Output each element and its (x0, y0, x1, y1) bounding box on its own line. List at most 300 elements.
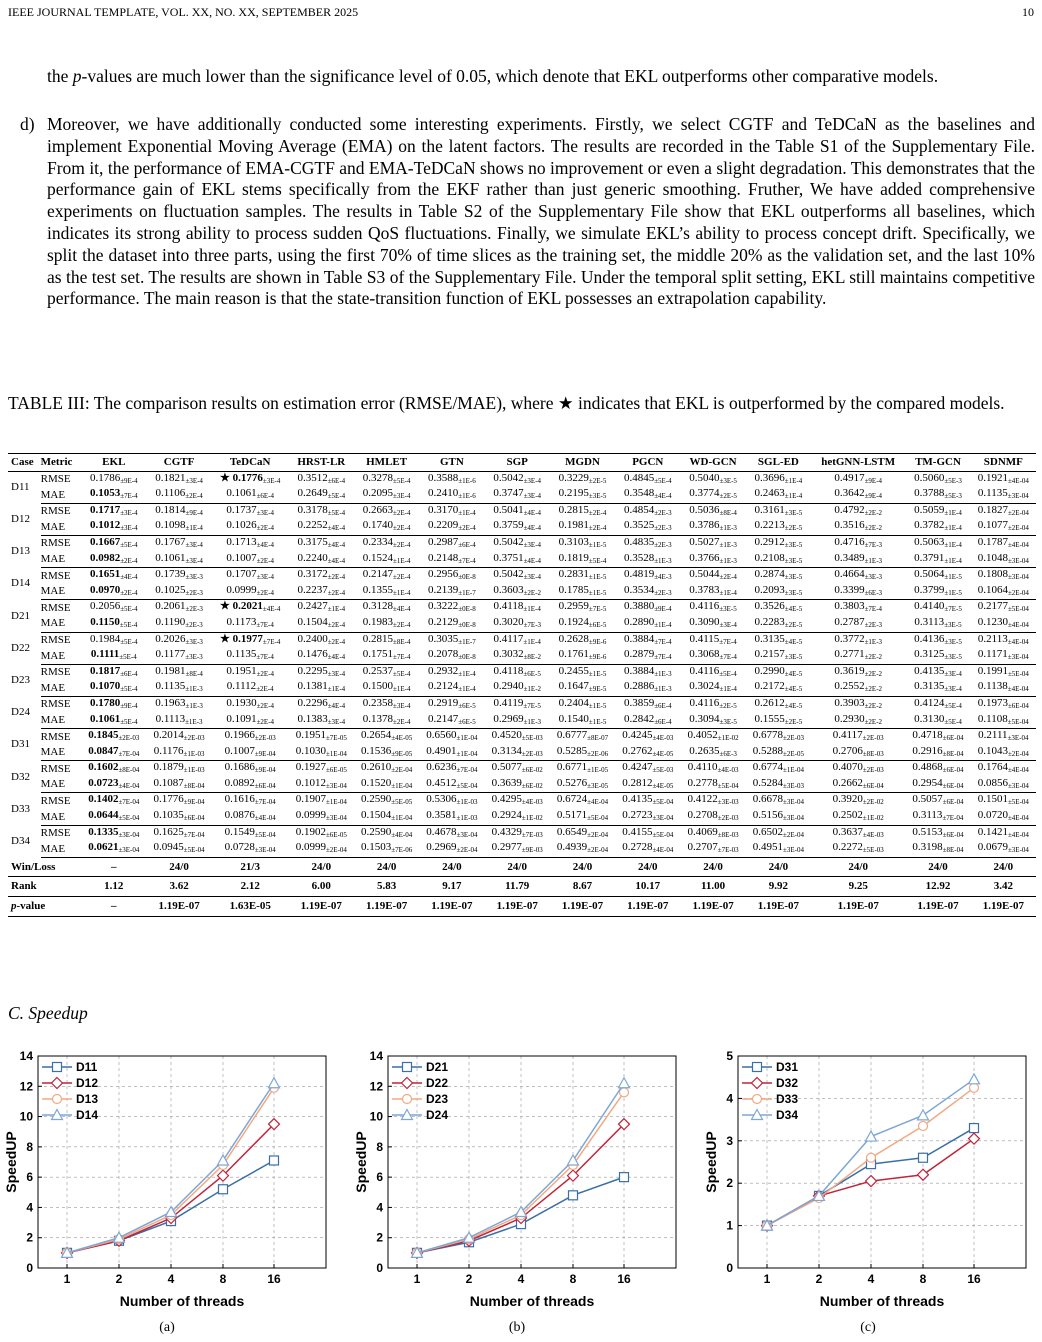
cell-value: 0.2026 (155, 632, 186, 645)
cell-value: 0.2209 (428, 519, 459, 532)
cell-value: 0.3766 (689, 551, 720, 564)
table-row (8, 680, 1036, 696)
cell-value: 0.3526 (754, 600, 785, 613)
table-cell (811, 777, 905, 793)
table-cell (485, 535, 550, 551)
x-tick-label: 16 (267, 1272, 281, 1286)
cell-std: ±6E-04 (254, 781, 276, 790)
cell-std: ±7E-06 (391, 846, 413, 855)
cell-std: ±1E-4 (719, 685, 737, 694)
cell-std: ±2E-4 (256, 524, 275, 533)
table-cell (146, 519, 211, 535)
metric-label: RMSE (40, 601, 71, 614)
table-cell (81, 713, 146, 729)
table-cell (550, 600, 615, 616)
table-cell (971, 487, 1036, 503)
cell-value: 0.1991 (977, 664, 1008, 677)
cell-value: 0.1647 (558, 680, 589, 693)
journal-title: IEEE JOURNAL TEMPLATE, VOL. XX, NO. XX, SEPTEMBER 2025 (8, 5, 359, 19)
x-tick-label: 16 (967, 1272, 981, 1286)
table-cell (212, 568, 289, 584)
cell-value: 0.2635 (689, 744, 720, 757)
cell-value: 0.2654 (361, 729, 392, 742)
cell-std: ±2E-5 (784, 524, 803, 533)
cell-value: 0.5059 (914, 503, 945, 516)
column-header: HMLET (354, 454, 419, 472)
cell-value: 0.4245 (622, 729, 653, 742)
cell-std: ±2E-2 (523, 588, 542, 597)
cell-std: ±2E-4 (393, 540, 411, 549)
summary-label: p-value (8, 897, 81, 917)
cell-std: ±5E-4 (119, 620, 138, 629)
cell-value: 0.1767 (155, 535, 186, 548)
table-cell (971, 535, 1036, 551)
cell-std: ±4E-4 (654, 492, 672, 501)
table-cell (680, 793, 745, 809)
cell-std: ±4E-5 (784, 637, 803, 646)
table-cell (971, 713, 1036, 729)
cell-std: ±1E-02 (717, 734, 739, 743)
summary-cell: 1.19E-07 (615, 897, 680, 917)
series-line (67, 1124, 274, 1253)
cell-std: ±2E-03 (717, 814, 739, 823)
cell-value: 0.1007 (224, 744, 255, 757)
cell-std: ±2E-4 (120, 588, 138, 597)
table-cell (289, 568, 354, 584)
cell-value: 0.1984 (89, 632, 121, 645)
summary-cell: 11.79 (485, 877, 550, 897)
cell-value: 0.2924 (491, 809, 522, 822)
y-tick-label: 4 (726, 1091, 733, 1106)
table-cell (354, 809, 419, 825)
table-row (8, 793, 1036, 809)
cell-std: ±2E-4 (327, 588, 346, 597)
cell-value: 0.2056 (89, 600, 121, 613)
cell-std: ±6E-4 (654, 717, 672, 726)
y-tick-label: 6 (376, 1170, 383, 1185)
cell-value: 0.4070 (832, 761, 863, 774)
table-caption (8, 393, 1035, 415)
cell-value: 0.1138 (977, 680, 1008, 693)
cell-value: 0.1973 (977, 696, 1008, 709)
cell-std: ±3E-04 (325, 781, 347, 790)
cell-value: 0.3751 (493, 551, 524, 564)
legend-label: D22 (426, 1076, 449, 1090)
cell-value: 0.1921 (977, 471, 1008, 484)
cell-value: 0.1787 (977, 535, 1008, 548)
cell-std: ±1E-4 (393, 685, 411, 694)
cell-std: ±5E-04 (652, 798, 674, 807)
column-header: GTN (419, 454, 484, 472)
table-cell (289, 552, 354, 568)
cell-std: ±4E-04 (118, 781, 140, 790)
case-label: D24 (11, 706, 30, 719)
table-cell (419, 696, 484, 712)
cell-std: ±4E-04 (652, 846, 674, 855)
cell-value: 0.2295 (297, 664, 328, 677)
cell-value: 0.2940 (493, 680, 524, 693)
table-row (8, 584, 1036, 600)
cell-value: 0.1651 (89, 568, 121, 581)
cell-value: 0.3068 (689, 648, 720, 661)
cell-value: 0.2404 (558, 696, 589, 709)
cell-value: 0.2831 (558, 568, 589, 581)
cell-std: ±1E-3 (523, 717, 542, 726)
column-header: PGCN (615, 454, 680, 472)
cell-value: 0.3588 (428, 471, 459, 484)
summary-cell: 1.63E-05 (212, 897, 289, 917)
cell-value: 0.2874 (754, 568, 785, 581)
table-cell (212, 616, 289, 632)
cell-value: 0.5036 (689, 503, 720, 516)
cell-value: 0.2987 (428, 535, 459, 548)
cell-value: 0.3788 (914, 487, 945, 500)
cell-value: 0.3619 (834, 664, 865, 677)
cell-value: 0.4052 (687, 729, 718, 742)
cell-std: ±7E-4 (393, 653, 411, 662)
metric-label: RMSE (40, 505, 71, 518)
cell-std: ±1E-4 (944, 524, 962, 533)
cell-std: ±7E-04 (942, 814, 964, 823)
cell-std: ±5E-04 (587, 814, 609, 823)
table-cell (212, 793, 289, 809)
cell-value: 0.3090 (689, 615, 720, 628)
cell-value: 0.3525 (623, 519, 655, 532)
table-cell (146, 809, 211, 825)
cell-value: 0.5288 (752, 744, 784, 757)
cell-value: 0.1927 (295, 761, 326, 774)
cell-value: 0.1190 (155, 615, 186, 628)
cell-value: 0.1035 (153, 809, 184, 822)
table-cell (212, 648, 289, 664)
cell-value: 0.2252 (297, 519, 328, 532)
table-cell (354, 632, 419, 648)
cell-std: ±8E-2 (523, 653, 542, 662)
cell-value: 0.3803 (834, 600, 865, 613)
cell-std: ±1E-3 (719, 540, 737, 549)
cell-std: ±3E-4 (262, 476, 281, 485)
cell-value: 0.2990 (754, 664, 785, 677)
cell-std: ±3E-5 (719, 717, 737, 726)
series-line (67, 1088, 274, 1253)
cell-std: ±1E-5 (588, 588, 607, 597)
cell-value: 0.0723 (88, 776, 119, 789)
cell-std: ±9E-4 (864, 476, 883, 485)
cell-value: 0.3135 (754, 632, 785, 645)
table-cell (81, 552, 146, 568)
star-icon: ★ (557, 393, 574, 413)
cell-value: 0.3639 (491, 776, 522, 789)
cell-value: 0.2272 (832, 841, 863, 854)
y-tick-label: 14 (19, 1050, 33, 1063)
cell-std: ±2E-4 (256, 669, 275, 678)
cell-std: ±3E-04 (1007, 781, 1029, 790)
cell-std: ±2E-03 (783, 734, 804, 743)
text-run: -values are much lower than the significance level of 0.05, which denote that EKL outperforms other comparative models. (81, 66, 939, 86)
table-cell (289, 519, 354, 535)
metric-label: RMSE (40, 698, 71, 711)
table-cell (212, 471, 289, 487)
cell-value: 0.1739 (155, 568, 186, 581)
cell-std: ±8E-03 (862, 749, 884, 758)
table-cell (212, 503, 289, 519)
cell-value: 0.2706 (832, 744, 863, 757)
cell-value: 0.1761 (558, 648, 589, 661)
text-run: TABLE III: The comparison results on estimation error (RMSE/MAE), where (8, 393, 558, 413)
cell-value: 0.1106 (155, 487, 186, 500)
table-cell (905, 825, 970, 841)
cell-value: 0.3103 (558, 535, 589, 548)
y-tick-label: 2 (726, 1176, 733, 1191)
metric-label: RMSE (40, 827, 71, 840)
cell-std: ±1E-3 (185, 717, 203, 726)
legend-marker (53, 1063, 62, 1072)
cell-std: ±7E-04 (118, 749, 140, 758)
cell-std: ±6E-3 (719, 749, 737, 758)
speedup-chart-b (352, 1050, 682, 1318)
cell-value: 0.3020 (493, 615, 524, 628)
cell-std: ±4E-5 (784, 669, 803, 678)
table-cell (146, 584, 211, 600)
cell-value: 0.1524 (362, 551, 393, 564)
cell-value: 0.3791 (914, 551, 945, 564)
table-cell (905, 664, 970, 680)
cell-std: ±9E-6 (588, 637, 607, 646)
table-cell (212, 632, 289, 648)
metric-label: MAE (41, 745, 81, 761)
cell-std: ±2E-5 (588, 476, 607, 485)
table-cell (550, 535, 615, 551)
table-cell (971, 616, 1036, 632)
cell-value: 0.1504 (297, 615, 328, 628)
y-tick-label: 14 (369, 1050, 383, 1063)
cell-std: ±2E-04 (1007, 508, 1029, 517)
table-cell (680, 503, 745, 519)
case-label: D14 (11, 577, 30, 590)
cell-std: ±1E-04 (325, 749, 347, 758)
cell-value: 0.0999 (226, 583, 257, 596)
cell-std: ±1E-03 (183, 749, 205, 758)
table-cell (354, 568, 419, 584)
cell-std: ±2E-2 (864, 669, 883, 678)
cell-std: ±7E-05 (325, 734, 347, 743)
y-tick-label: 8 (376, 1139, 383, 1154)
table-cell (354, 584, 419, 600)
data-point (620, 1173, 629, 1182)
cell-value: 0.1520 (361, 776, 392, 789)
x-tick-label: 8 (219, 1272, 227, 1286)
cell-value: 0.3035 (428, 632, 459, 645)
summary-cell: 9.92 (746, 877, 811, 897)
table-cell (81, 616, 146, 632)
table-cell (419, 568, 484, 584)
table-cell (146, 793, 211, 809)
cell-value: 0.2954 (912, 776, 943, 789)
cell-std: ±6E-02 (521, 781, 543, 790)
cell-value: 0.2400 (297, 632, 328, 645)
y-tick-label: 10 (369, 1109, 383, 1124)
summary-label: Win/Loss (8, 857, 81, 877)
cell-value: 0.2113 (977, 632, 1008, 645)
cell-std: ±3E-5 (719, 605, 737, 614)
table-cell (354, 680, 419, 696)
table-cell (419, 616, 484, 632)
cell-value: 0.1421 (977, 825, 1008, 838)
cell-value: 0.1230 (977, 615, 1008, 628)
cell-std: ±5E-03 (521, 734, 543, 743)
cell-value: 0.0720 (977, 809, 1008, 822)
cell-value: 0.1951 (295, 729, 326, 742)
cell-value: 0.1176 (153, 744, 184, 757)
table-cell (289, 696, 354, 712)
table-cell (485, 729, 550, 745)
table-cell (615, 471, 680, 487)
cell-std: ±2E-06 (587, 749, 609, 758)
cell-std: ±7E-04 (456, 766, 478, 775)
table-cell (905, 648, 970, 664)
cell-value: 0.2177 (977, 600, 1008, 613)
series-d22 (412, 1119, 630, 1259)
cell-std: ±5E-4 (327, 492, 346, 501)
table-cell (146, 616, 211, 632)
summary-cell: 1.19E-07 (680, 897, 745, 917)
table-cell (289, 503, 354, 519)
table-cell (811, 616, 905, 632)
cell-value: 0.1113 (155, 712, 186, 725)
table-row (8, 664, 1036, 680)
case-label: D22 (11, 641, 30, 654)
cell-std: ±4E-04 (1007, 476, 1029, 485)
table-cell (485, 761, 550, 777)
cell-value: 0.1171 (977, 648, 1008, 661)
cell-value: 0.3783 (689, 583, 720, 596)
cell-std: ±1E-4 (393, 588, 411, 597)
text-run: the (47, 66, 73, 86)
cell-value: 0.2612 (754, 696, 785, 709)
table-cell (81, 680, 146, 696)
cell-std: ±3E-04 (1007, 573, 1029, 582)
table-cell (550, 793, 615, 809)
table-cell (746, 680, 811, 696)
x-axis-label: Number of threads (819, 1293, 945, 1309)
cell-value: 0.4116 (689, 664, 720, 677)
table-cell (746, 809, 811, 825)
table-cell (289, 841, 354, 857)
cell-std: ±7E-04 (183, 830, 205, 839)
cell-value: 0.6502 (752, 825, 784, 838)
table-cell (615, 584, 680, 600)
data-point (970, 1083, 979, 1092)
cell-std: ±4E-4 (327, 556, 346, 565)
cell-value: 0.1764 (977, 761, 1008, 774)
summary-cell: 1.19E-07 (550, 897, 615, 917)
table-cell (419, 471, 484, 487)
table-cell (289, 664, 354, 680)
cell-value: 0.1030 (295, 744, 326, 757)
cell-std: ±5E-3 (944, 476, 962, 485)
summary-cell: 1.19E-07 (485, 897, 550, 917)
cell-std: ±3E-4 (120, 508, 138, 517)
cell-std: ±6E-5 (458, 701, 476, 710)
table-cell (746, 777, 811, 793)
cell-std: ±2E-03 (521, 749, 543, 758)
cell-value: 0.4678 (426, 825, 457, 838)
legend-marker (403, 1095, 412, 1104)
table-cell (354, 729, 419, 745)
table-cell (146, 535, 211, 551)
table-row (8, 713, 1036, 729)
cell-std: ±1E-02 (521, 814, 543, 823)
cell-value: 0.2628 (558, 632, 589, 645)
table-cell (354, 793, 419, 809)
table-cell (811, 825, 905, 841)
cell-std: ±6E-04 (942, 766, 964, 775)
cell-std: ±1E-04 (391, 781, 413, 790)
cell-value: 0.4135 (914, 664, 945, 677)
cell-std: ±4E-03 (521, 798, 543, 807)
table-row (8, 552, 1036, 568)
section-title: C. Speedup (8, 1003, 88, 1023)
cell-std: ±3E-4 (256, 508, 275, 517)
table-cell (550, 584, 615, 600)
table-cell (905, 713, 970, 729)
cell-value: 0.1785 (558, 583, 589, 596)
table-cell (81, 793, 146, 809)
metric-label: MAE (41, 584, 81, 600)
table-cell (81, 584, 146, 600)
cell-value: 0.2463 (754, 487, 785, 500)
table-row (8, 632, 1036, 648)
cell-std: ±5E-4 (120, 637, 138, 646)
y-tick-label: 4 (376, 1200, 383, 1215)
cell-value: 0.5042 (493, 568, 524, 581)
cell-std: ±2E-5 (784, 620, 803, 629)
summary-cell: 8.67 (550, 877, 615, 897)
cell-std: ±2E-4 (327, 620, 346, 629)
cell-std: ±1E-03 (456, 814, 478, 823)
cell-value: 0.0999 (295, 841, 326, 854)
x-tick-label: 8 (919, 1272, 927, 1286)
cell-std: ±3E-04 (1007, 556, 1029, 565)
cell-value: 0.2815 (362, 632, 393, 645)
metric-label: MAE (41, 777, 81, 793)
cell-std: ±5E-03 (652, 766, 674, 775)
cell-value: 0.3884 (623, 632, 655, 645)
cell-value: 0.2148 (428, 551, 459, 564)
cell-std: ±1E-3 (654, 669, 672, 678)
cell-value: 0.6549 (556, 825, 588, 838)
table-cell (905, 471, 970, 487)
table-cell (354, 600, 419, 616)
column-header: EKL (81, 454, 146, 472)
cell-std: ±2E-03 (862, 766, 884, 775)
cell-std: ±7E-03 (717, 846, 739, 855)
table-cell (289, 616, 354, 632)
table-cell (289, 471, 354, 487)
legend-marker (402, 1078, 413, 1089)
table-cell (811, 761, 905, 777)
cell-value: 0.2147 (428, 712, 459, 725)
cell-value: 0.4901 (426, 744, 457, 757)
legend-marker (753, 1095, 762, 1104)
y-axis-label: SpeedUP (353, 1131, 369, 1193)
table-cell (289, 793, 354, 809)
cell-value: 0.2108 (754, 551, 785, 564)
table-cell (81, 632, 146, 648)
cell-std: ±3E-03 (783, 781, 804, 790)
table-cell (905, 680, 970, 696)
cell-std: ±3E-4 (523, 476, 542, 485)
